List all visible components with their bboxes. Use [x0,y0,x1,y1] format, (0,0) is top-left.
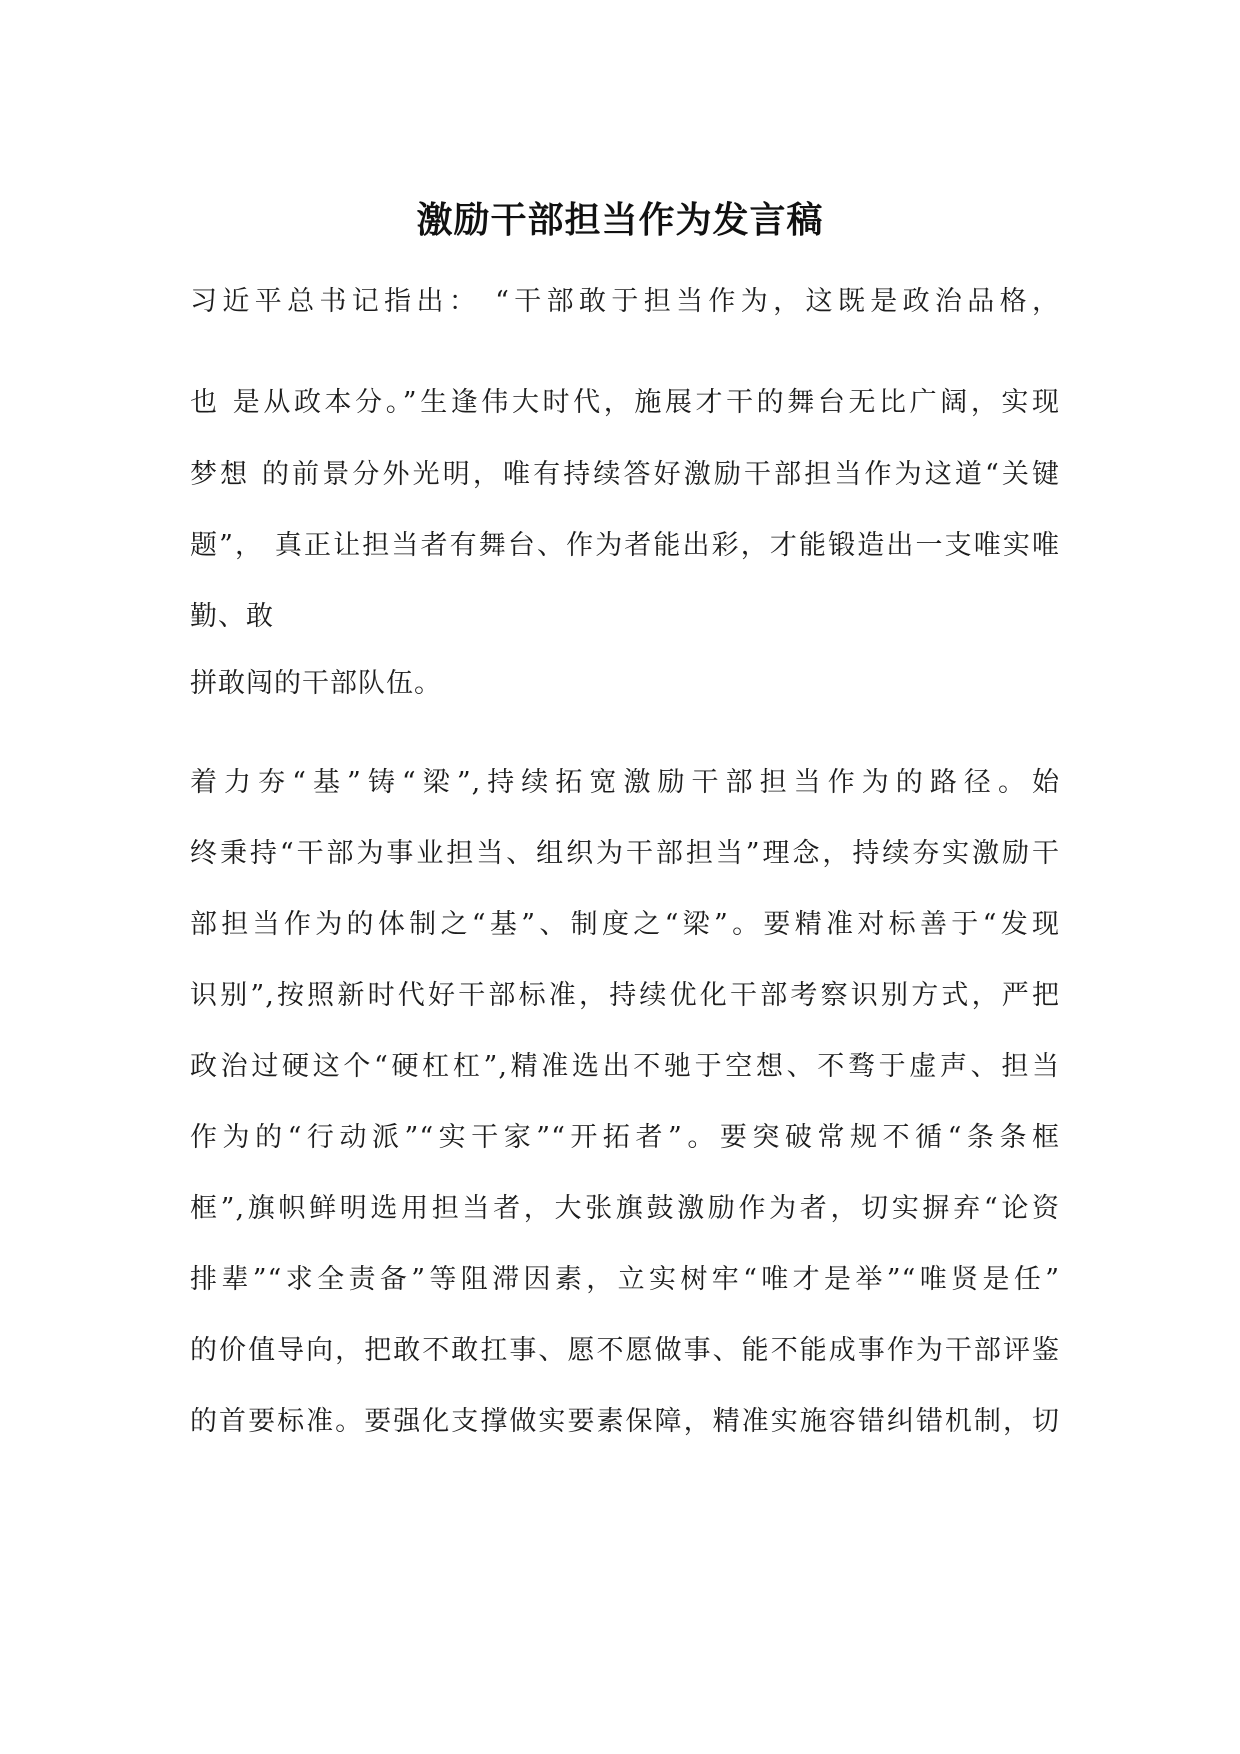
paragraph-1-line-4: 题”， 真正让担当者有舞台、作为者能出彩，才能锻造出一支唯实唯 [190,530,1060,561]
paragraph-2-line-3: 部担当作为的体制之“基”、制度之“梁”。要精准对标善于“发现 [190,909,1060,940]
paragraph-2-line-1: 着力夯“基”铸“梁”,持续拓宽激励干部担当作为的路径。始 [190,767,1060,798]
paragraph-1-line-5: 勤、敢 [190,601,274,632]
paragraph-2-line-2: 终秉持“干部为事业担当、组织为干部担当”理念，持续夯实激励干 [190,838,1060,869]
paragraph-2-line-10: 的首要标准。要强化支撑做实要素保障，精准实施容错纠错机制，切 [190,1406,1060,1437]
paragraph-1-line-1: 习近平总书记指出： “干部敢于担当作为，这既是政治品格， [190,286,1060,317]
paragraph-1-line-2: 也 是从政本分。”生逢伟大时代，施展才干的舞台无比广阔，实现 [190,387,1060,418]
paragraph-2-line-7: 框”,旗帜鲜明选用担当者，大张旗鼓激励作为者，切实摒弃“论资 [190,1193,1060,1224]
paragraph-2-line-5: 政治过硬这个“硬杠杠”,精准选出不驰于空想、不骛于虚声、担当 [190,1051,1060,1082]
paragraph-1-line-6: 拼敢闯的干部队伍。 [190,668,442,699]
paragraph-2-line-6: 作为的“行动派”“实干家”“开拓者”。要突破常规不循“条条框 [190,1122,1060,1153]
document-title: 激励干部担当作为发言稿 [416,200,824,241]
paragraph-1-line-3: 梦想 的前景分外光明，唯有持续答好激励干部担当作为这道“关键 [190,459,1060,490]
paragraph-2-line-8: 排辈”“求全责备”等阻滞因素，立实树牢“唯才是举”“唯贤是任” [190,1264,1060,1295]
paragraph-2-line-9: 的价值导向，把敢不敢扛事、愿不愿做事、能不能成事作为干部评鉴 [190,1335,1060,1366]
paragraph-2-line-4: 识别”,按照新时代好干部标准，持续优化干部考察识别方式，严把 [190,980,1060,1011]
